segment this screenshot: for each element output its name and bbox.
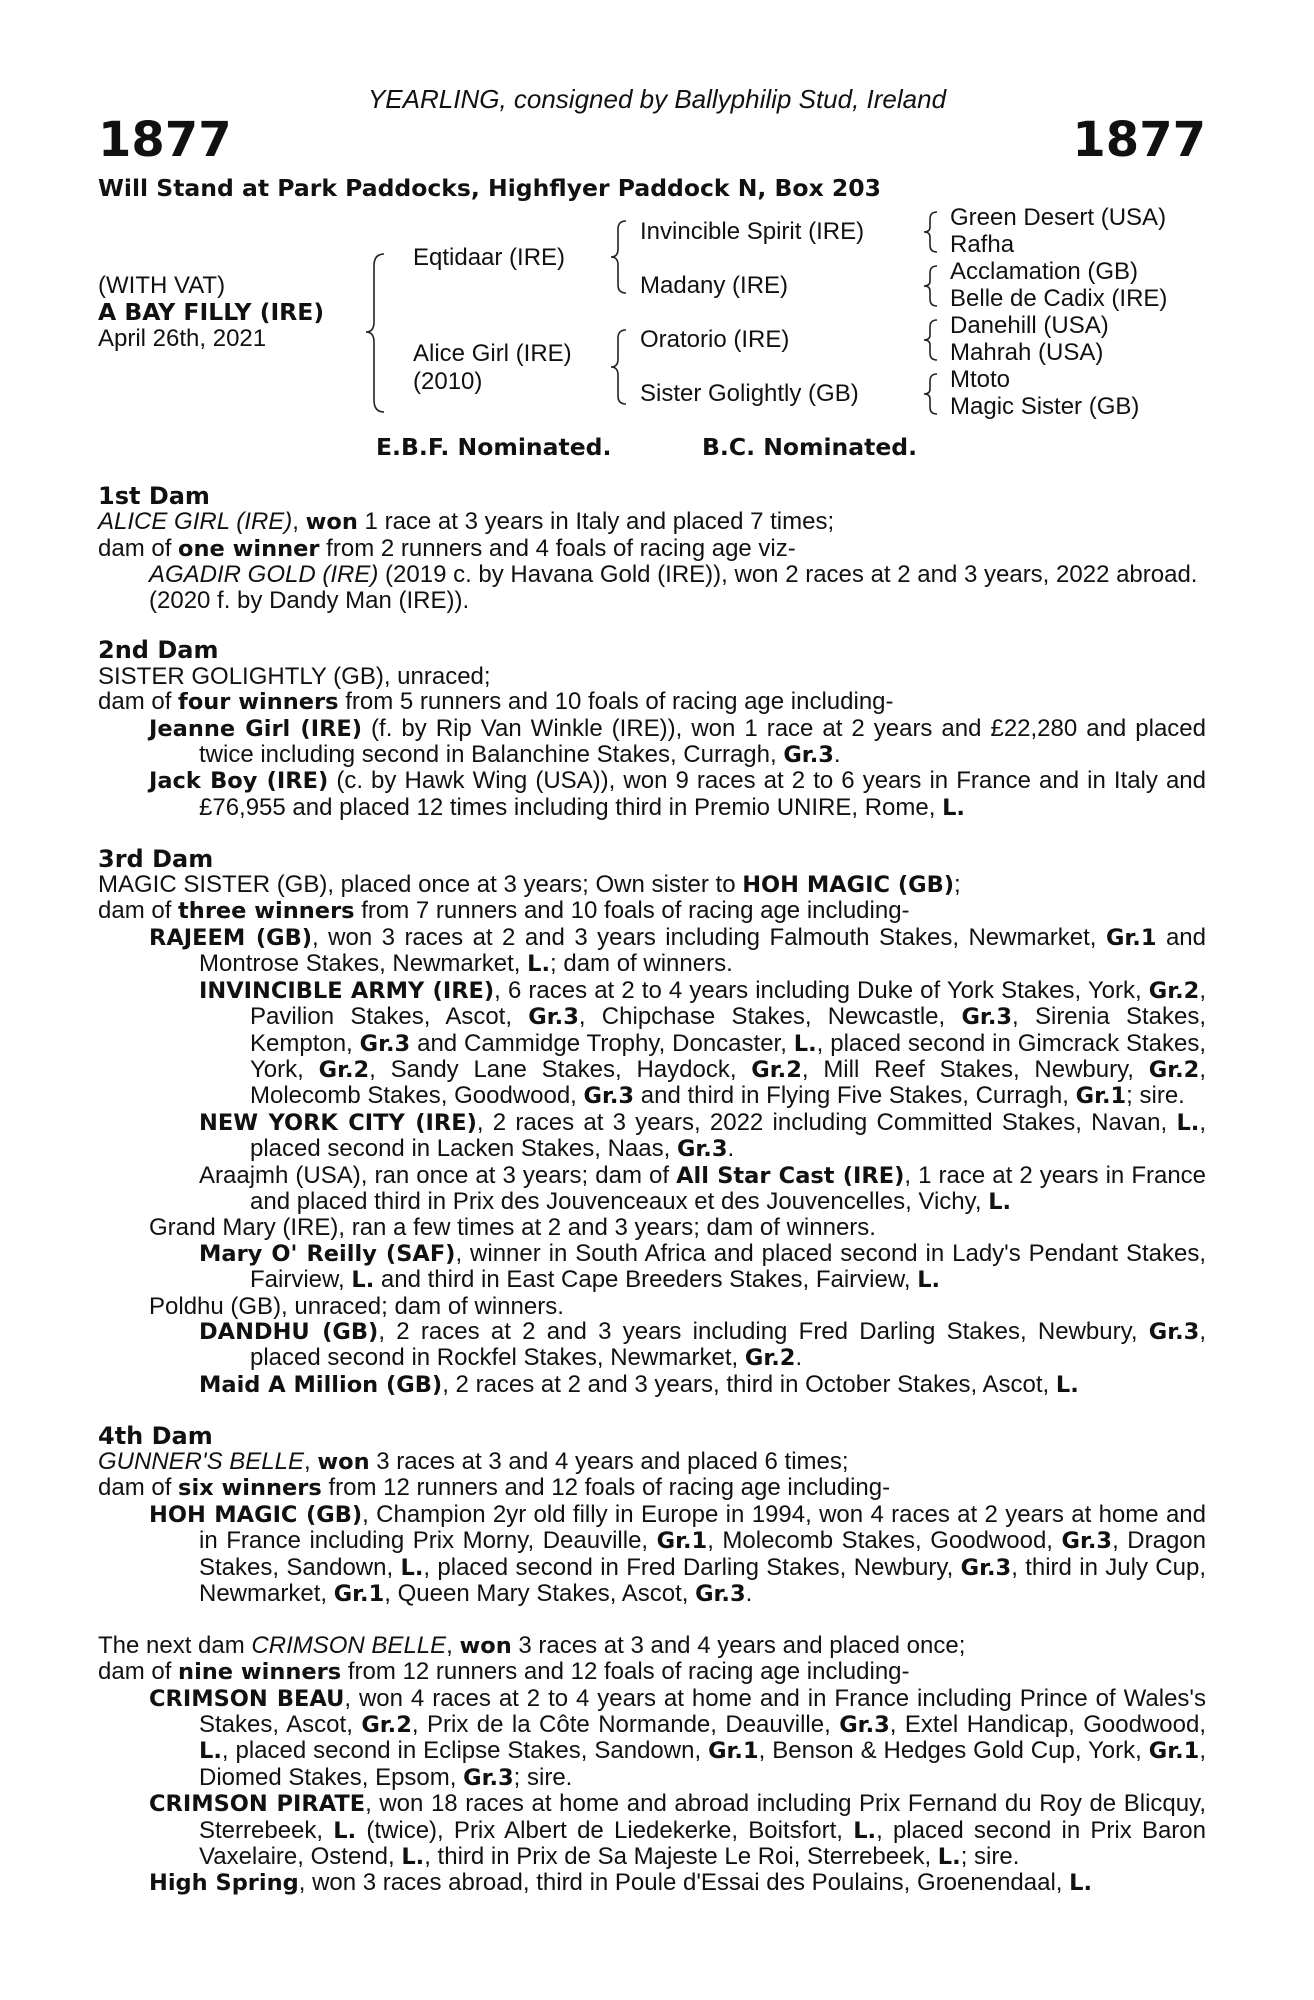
family-entry: GUNNER'S BELLE, won 3 races at 3 and 4 years and placed 6 times;: [98, 1447, 849, 1475]
family-entry: Maid A Million (GB), 2 races at 2 and 3 years, third in October Stakes, Ascot, L.: [199, 1370, 1079, 1398]
family-entry: The next dam CRIMSON BELLE, won 3 races at 3 and 4 years and placed once;: [98, 1631, 966, 1659]
pedigree-g2-dam-sire: Oratorio (IRE): [640, 326, 790, 353]
pedigree-g3-8: Magic Sister (GB): [950, 393, 1140, 420]
pedigree-brace-g3-2: [921, 261, 943, 311]
pedigree-g2-sire-sire: Invincible Spirit (IRE): [640, 218, 865, 245]
dam-name: Alice Girl (IRE): [413, 340, 572, 367]
dam-section: [98, 1633, 1206, 1897]
family-entry: MAGIC SISTER (GB), placed once at 3 years; Own sister to HOH MAGIC (GB);: [98, 871, 961, 899]
pedigree-g3-5: Danehill (USA): [950, 312, 1109, 339]
family-entry: CRIMSON BEAU, won 4 races at 2 to 4 years at home and in France including Prince of Wales's Stakes, Ascot, Gr.2, Prix de la Côte Normande, Deauville, Gr.3, Extel Handicap, Goodwood, L., placed second in Eclipse Stakes, Sandown, Gr.1, Benson & Hedges Gold Cup, York, Gr.1, Diomed Stakes, Epsom, Gr.3; sire.: [149, 1684, 1206, 1791]
pedigree-g3-7: Mtoto: [950, 366, 1011, 393]
pedigree-brace-dam: [608, 326, 630, 408]
catalogue-subtitle: YEARLING, consigned by Ballyphilip Stud, Ireland: [367, 84, 947, 114]
dam-foaled-year: (2010): [413, 368, 483, 395]
family-entry: Grand Mary (IRE), ran a few times at 2 and 3 years; dam of winners.: [149, 1214, 876, 1242]
lot-number-right: 1877: [1072, 112, 1206, 168]
sire-name: Eqtidaar (IRE): [413, 244, 566, 271]
pedigree-g3-2: Rafha: [950, 231, 1015, 258]
dam-section-heading: 3rd Dam: [98, 844, 214, 873]
family-entry: dam of six winners from 12 runners and 12 foals of racing age including-: [98, 1474, 891, 1502]
vat-note: (WITH VAT): [98, 272, 226, 299]
pedigree-g2-sire-dam: Madany (IRE): [640, 272, 789, 299]
family-entry: (2020 f. by Dandy Man (IRE)).: [149, 586, 470, 614]
family-entry: DANDHU (GB), 2 races at 2 and 3 years including Fred Darling Stakes, Newbury, Gr.3, placed second in Rockfel Stakes, Newmarket, Gr.2.: [199, 1317, 1206, 1372]
family-entry: Jack Boy (IRE) (c. by Hawk Wing (USA)), won 9 races at 2 to 6 years in France and in Italy and £76,955 and placed 12 times including third in Premio UNIRE, Rome, L.: [149, 767, 1206, 821]
pedigree-brace-sire: [608, 217, 630, 297]
foaling-date: April 26th, 2021: [98, 325, 267, 352]
family-entry: dam of three winners from 7 runners and 10 foals of racing age including-: [98, 897, 910, 925]
horse-name: A BAY FILLY (IRE): [98, 298, 325, 326]
family-history: [98, 484, 1206, 1922]
pedigree-g3-6: Mahrah (USA): [950, 339, 1104, 366]
pedigree-brace-1: [362, 250, 392, 415]
dam-section-heading: 1st Dam: [98, 482, 210, 510]
ebf-nomination: E.B.F. Nominated.: [376, 433, 612, 461]
dam-section-heading: 2nd Dam: [98, 636, 219, 665]
lot-number-left: 1877: [98, 112, 232, 168]
pedigree-brace-g3-4: [921, 369, 943, 419]
family-entry: dam of four winners from 5 runners and 10 foals of racing age including-: [98, 688, 894, 716]
family-entry: HOH MAGIC (GB), Champion 2yr old filly in Europe in 1994, won 4 races at 2 years at home and in France including Prix Morny, Deauville, Gr.1, Molecomb Stakes, Goodwood, Gr.3, Dragon Stakes, Sandown, L., placed second in Fred Darling Stakes, Newbury, Gr.3, third in July Cup, Newmarket, Gr.1, Queen Mary Stakes, Ascot, Gr.3.: [149, 1500, 1206, 1608]
family-entry: High Spring, won 3 races abroad, third in Poule d'Essai des Poulains, Groenendaal, L.: [149, 1869, 1093, 1897]
family-entry: Poldhu (GB), unraced; dam of winners.: [149, 1292, 564, 1320]
family-entry: AGADIR GOLD (IRE) (2019 c. by Havana Gold (IRE)), won 2 races at 2 and 3 years, 2022 abroad.: [149, 561, 1198, 589]
family-entry: CRIMSON PIRATE, won 18 races at home and abroad including Prix Fernand du Roy de Blicquy, Sterrebeek, L. (twice), Prix Albert de Liedekerke, Boitsfort, L., placed second in Prix Baron Vaxelaire, Ostend, L., third in Prix de Sa Majeste Le Roi, Sterrebeek, L.; sire.: [149, 1790, 1206, 1871]
pedigree-brace-g3-1: [921, 207, 943, 257]
family-entry: RAJEEM (GB), won 3 races at 2 and 3 years including Falmouth Stakes, Newmarket, Gr.1 and Montrose Stakes, Newmarket, L.; dam of winners.: [149, 923, 1206, 978]
family-entry: Jeanne Girl (IRE) (f. by Rip Van Winkle (IRE)), won 1 race at 2 years and £22,280 and placed twice including second in Balanchine Stakes, Curragh, Gr.3.: [149, 714, 1206, 769]
stand-location: Will Stand at Park Paddocks, Highflyer Paddock N, Box 203: [98, 174, 881, 202]
family-entry: INVINCIBLE ARMY (IRE), 6 races at 2 to 4 years including Duke of York Stakes, York, Gr.2, Pavilion Stakes, Ascot, Gr.3, Chipchase Stakes, Newcastle, Gr.3, Sirenia Stakes, Kempton, Gr.3 and Cammidge Trophy, Doncaster, L., placed second in Gimcrack Stakes, York, Gr.2, Sandy Lane Stakes, Haydock, Gr.2, Mill Reef Stakes, Newbury, Gr.2, Molecomb Stakes, Goodwood, Gr.3 and third in Flying Five Stakes, Curragh, Gr.1; sire.: [199, 976, 1207, 1110]
family-entry: Mary O' Reilly (SAF), winner in South Africa and placed second in Lady's Pendant Stakes, Fairview, L. and third in East Cape Breeders Stakes, Fairview, L.: [199, 1239, 1206, 1294]
pedigree-g3-1: Green Desert (USA): [950, 204, 1167, 231]
pedigree-g2-dam-dam: Sister Golightly (GB): [640, 380, 859, 407]
family-entry: ALICE GIRL (IRE), won 1 race at 3 years in Italy and placed 7 times;: [98, 508, 835, 536]
dam-section: [98, 1421, 1206, 1608]
pedigree-g3-3: Acclamation (GB): [950, 258, 1139, 285]
family-entry: dam of one winner from 2 runners and 4 foals of racing age viz-: [98, 534, 796, 562]
pedigree-g3-4: Belle de Cadix (IRE): [950, 285, 1168, 312]
family-entry: SISTER GOLIGHTLY (GB), unraced;: [98, 662, 491, 690]
dam-section-heading: 4th Dam: [98, 1421, 213, 1450]
bc-nomination: B.C. Nominated.: [702, 433, 918, 461]
pedigree-brace-g3-3: [921, 315, 943, 365]
family-entry: dam of nine winners from 12 runners and 12 foals of racing age including-: [98, 1658, 910, 1686]
family-entry: NEW YORK CITY (IRE), 2 races at 3 years, 2022 including Committed Stakes, Navan, L., placed second in Lacken Stakes, Naas, Gr.3.: [199, 1108, 1206, 1163]
dam-section: [98, 484, 1206, 613]
family-entry: Araajmh (USA), ran once at 3 years; dam of All Star Cast (IRE), 1 race at 2 years in France and placed third in Prix des Jouvenceaux et des Jouvencelles, Vichy, L.: [199, 1161, 1207, 1215]
dam-section: [98, 844, 1207, 1399]
dam-section: [98, 638, 1206, 821]
